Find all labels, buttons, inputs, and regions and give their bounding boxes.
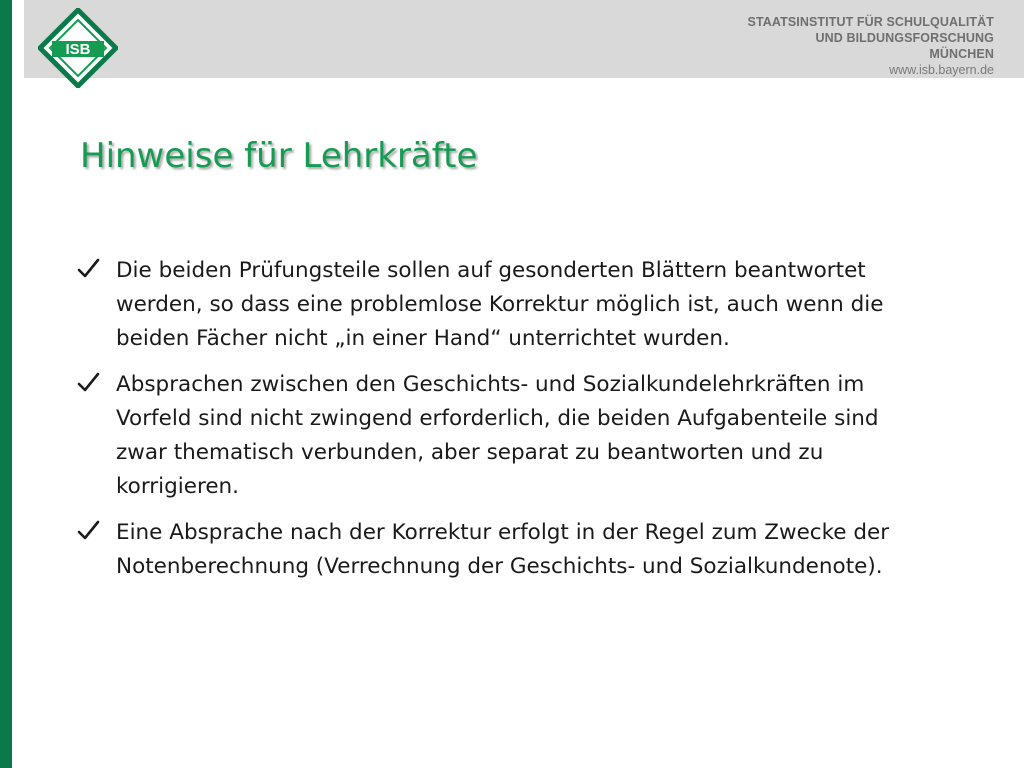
svg-text:ISB: ISB [65,41,91,58]
bullet-item [76,368,956,504]
bullet-text: Die beiden Prüfungsteile sollen auf gesonderten Blättern beantwortet werden, so dass eine problemlose Korrektur möglich ist, auch wenn die beiden Fächer nicht „in einer Hand“ unterrichtet wurden. [116,258,884,351]
institution-url: www.isb.bayern.de [889,63,994,77]
institution-name-block [748,14,994,78]
isb-logo-icon [38,8,118,88]
slide-title: Hinweise für Lehrkräfte [80,136,478,176]
institution-city: MÜNCHEN [929,47,994,61]
bullet-list [76,254,956,596]
institution-name-line-1: STAATSINSTITUT FÜR SCHULQUALITÄT [747,15,994,29]
bullet-item [76,516,956,584]
bullet-item [76,254,956,356]
checkmark-icon [76,255,116,285]
institution-name-line-2: UND BILDUNGSFORSCHUNG [815,31,994,45]
bullet-text: Absprachen zwischen den Geschichts- und Sozialkundelehrkräften im Vorfeld sind nicht zwingend erforderlich, die beiden Aufgabenteile sind zwar thematisch verbunden, aber separat zu beantworten und zu korrigieren. [116,372,879,499]
bullet-text: Eine Absprache nach der Korrektur erfolgt in der Regel zum Zwecke der Notenberechnung (Verrechnung der Geschichts- und Sozialkundenote). [116,520,890,579]
left-accent-stripe [0,0,12,768]
checkmark-icon [76,517,116,547]
checkmark-icon [76,369,116,399]
